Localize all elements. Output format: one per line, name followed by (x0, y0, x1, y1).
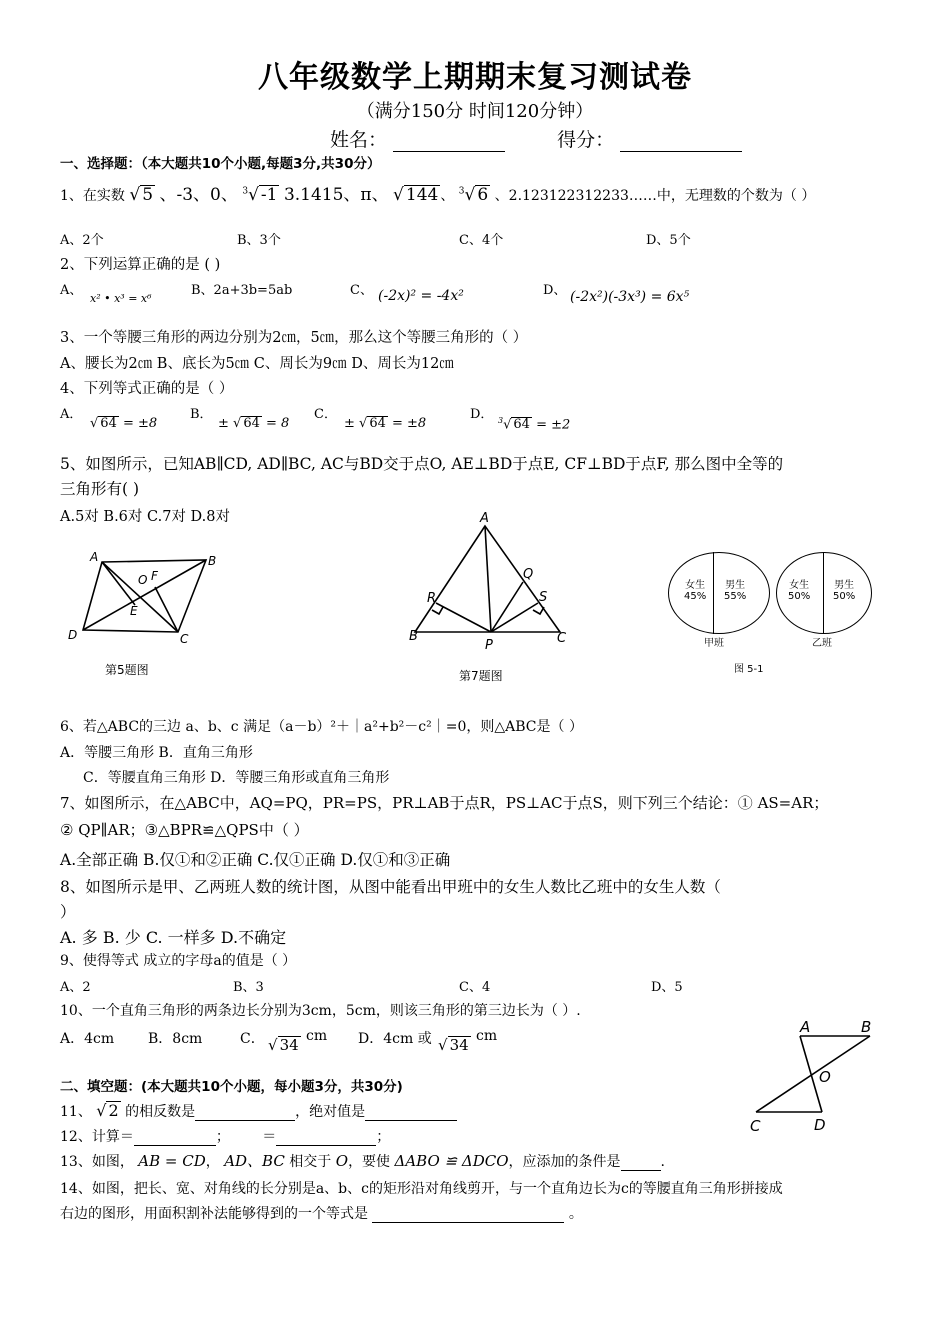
q6-stem: 6、若△ABC的三边 a、b、c 满足（a－b）²＋｜a²+b²－c²｜=0，则△ABC是（ ） (60, 719, 583, 735)
q4-stem: 4、下列等式正确的是（ ） (60, 381, 234, 397)
q1-index: 3 (242, 186, 249, 197)
q10-d-rad: 34 (449, 1036, 469, 1054)
fig7-label-b: B (409, 629, 418, 644)
q2-option-b[interactable]: B、2a+3b=5ab (191, 283, 293, 298)
q13-blank[interactable] (621, 1156, 661, 1171)
q1-option-a[interactable]: A、2个 (60, 233, 104, 248)
q12-eq2: ＝ (262, 1129, 277, 1145)
q10-option-c-label[interactable]: C． (240, 1031, 265, 1047)
fig7-segment-ps (491, 603, 538, 632)
q4-option-d-label[interactable]: D． (470, 407, 494, 422)
fig51-c2-boy-pct: 50% (833, 591, 856, 602)
q10-option-d-expr: √ 34 (438, 1036, 469, 1054)
q11-sqrt: √ 2 (96, 1101, 119, 1120)
fig51-c2-girl-label: 女生 (789, 580, 810, 591)
q5-stem-line1: 5、如图所示，已知AB∥CD, AD∥BC, AC与BD交于点O, AE⊥BD于点E, CF⊥BD于点F, 那么图中全等的 (60, 455, 784, 473)
figure-7-triangle (405, 508, 585, 658)
fig51-class2-girl (788, 580, 810, 602)
fig13-label-b: B (861, 1018, 872, 1036)
q1-tail: 、2.123122312233……中，无理数的个数为（ ） (494, 188, 816, 204)
fig7-label-r: R (427, 591, 437, 606)
fig51-c2-boy-label: 男生 (834, 580, 855, 591)
fig5-segment-cf (155, 587, 178, 632)
fig51-pie-class1-divider (713, 552, 714, 634)
fig5-segment-ae (102, 562, 135, 605)
q10-option-b[interactable]: B．8cm (148, 1031, 203, 1047)
q2-option-c-label[interactable]: C、 (350, 283, 373, 298)
q4-option-a-expr: √ 64 = ±8 (90, 416, 158, 431)
q2-option-a-expr: x² • x³ = x⁶ (90, 292, 152, 305)
fig7-segment-pr (436, 603, 491, 632)
q13-o: O (335, 1152, 349, 1170)
q13-expr1: AB = CD (138, 1152, 206, 1170)
q4-option-c-label[interactable]: C． (314, 407, 337, 422)
fig51-class1-girl (684, 580, 706, 602)
q4-option-c-expr: ± √ 64 = ±8 (344, 416, 427, 431)
q12-end: ； (376, 1129, 391, 1145)
fig7-segment-ap (485, 526, 491, 632)
q4-b-rad: 64 (243, 416, 260, 431)
q12-text: 12、计算 (60, 1129, 120, 1145)
q9-option-c[interactable]: C、4 (459, 980, 491, 995)
q4-option-d-expr: $^3$√ 64 = ±2 (498, 416, 571, 433)
q4-option-a-label[interactable]: A． (60, 407, 83, 422)
q4-b-post: = 8 (261, 416, 290, 431)
q1-index2: 3 (458, 186, 465, 197)
q10-option-c-unit: cm (306, 1028, 328, 1044)
q12-eq1: ＝ (119, 1129, 134, 1145)
figure-13-crossing-segments (744, 1014, 884, 1138)
q11-blank2[interactable] (365, 1106, 457, 1121)
fig51-c2-girl-pct: 50% (788, 591, 811, 602)
fig51-c1-boy-pct: 55% (724, 591, 747, 602)
q8-options[interactable]: A. 多 B. 少 C. 一样多 D.不确定 (60, 928, 287, 947)
q4-c-pre: ± (344, 416, 360, 431)
q9-stem: 9、使得等式 成立的字母a的值是（ ） (60, 953, 297, 969)
q4-a-post: = ±8 (118, 416, 158, 431)
q5-stem-line2: 三角形有( ) (60, 480, 140, 498)
fig5-diagonal-bd (83, 560, 206, 630)
fig51-class2-name: 乙班 (812, 638, 832, 649)
figure-5-caption: 第5题图 (105, 663, 149, 677)
fig51-class1-name: 甲班 (704, 638, 724, 649)
q1-option-d[interactable]: D、5个 (646, 233, 691, 248)
q11-text1: 的相反数是 (125, 1104, 196, 1120)
q1-cbrt6: $^3$√ 6 (458, 185, 489, 205)
q1-pi: 3.1415、π、 (283, 185, 389, 205)
q6-options-row1[interactable]: A．等腰三角形 B．直角三角形 (60, 745, 253, 761)
fig5-label-c: C (180, 632, 189, 646)
q10-option-a[interactable]: A．4cm (60, 1031, 115, 1047)
fig5-label-b: B (208, 554, 217, 568)
fig51-c1-girl-pct: 45% (684, 591, 707, 602)
q13-sep: ， (205, 1154, 220, 1170)
fig13-label-c: C (750, 1117, 761, 1135)
q10-option-d-label[interactable]: D．4cm 或 (358, 1031, 432, 1047)
q2-option-d-label[interactable]: D、 (543, 283, 567, 298)
q11-rad: 2 (108, 1101, 119, 1120)
q2-option-c-expr: (-2x)² = -4x² (378, 288, 464, 304)
q7-stem-line1: 7、如图所示，在△ABC中，AQ=PQ，PR=PS，PR⊥AB于点R，PS⊥AC于点S，则下列三个结论：① AS=AR； (60, 794, 829, 812)
q4-d-rad: 64 (513, 417, 530, 433)
q2-option-d-expr: (-2x²)(-3x³) = 6x⁵ (570, 289, 690, 305)
q12 (60, 1126, 390, 1146)
fig5-label-e: E (130, 604, 138, 618)
q10-stem: 10、一个直角三角形的两条边长分别为3cm，5cm，则该三角形的第三边长为（ ）. (60, 1003, 581, 1019)
q1-cbrt: $^3$√ -1 (242, 185, 278, 205)
q6-options-row2[interactable]: C．等腰直角三角形 D．等腰三角形或直角三角形 (83, 770, 390, 786)
q14-line1: 14、如图，把长、宽、对角线的长分别是a、b、c的矩形沿对角线剪开，与一个直角边长为c的等腰直角三角形拼接成 (60, 1181, 783, 1197)
fig51-c1-girl-label: 女生 (685, 580, 706, 591)
exam-subtitle: （满分150分 时间120分钟） (356, 101, 594, 122)
fig13-segment-bc (756, 1036, 870, 1112)
name-score-row (330, 125, 742, 152)
fig7-label-q: Q (523, 567, 534, 582)
q10-option-c-expr: √ 34 (268, 1036, 299, 1054)
q7-options[interactable]: A.全部正确 B.仅①和②正确 C.仅①正确 D.仅①和③正确 (60, 851, 451, 869)
fig5-label-o: O (138, 573, 148, 587)
name-label: 姓名： (330, 129, 388, 151)
q12-blank2[interactable] (276, 1131, 376, 1146)
fig51-class1-boy (724, 580, 746, 602)
q13-end: . (660, 1154, 665, 1170)
q1-rad3: 144 (405, 185, 439, 205)
fig51-pie-class2-divider (823, 552, 824, 634)
fig13-label-a: A (800, 1018, 811, 1036)
q8-stem-line2: ） (60, 903, 76, 921)
q1-option-b[interactable]: B、3个 (237, 233, 281, 248)
fig7-label-c: C (557, 631, 567, 646)
figure-5-parallelogram (58, 545, 228, 655)
q13-tail: ，应添加的条件是 (508, 1154, 621, 1170)
q5-options[interactable]: A.5对 B.6对 C.7对 D.8对 (60, 509, 230, 525)
q9-option-a[interactable]: A、2 (60, 980, 91, 995)
fig5-label-d: D (68, 628, 78, 642)
q1-mid: 、-3、0、 (159, 185, 238, 205)
q4-d-index: 3 (498, 416, 504, 425)
q1-stem: 1、在实数 √ 5 、-3、0、 $^3$√ -1 3.1415、π、 √ 144 、 $^3$√ 6 、2.123122312233……中，无理数的个数为（ ） (60, 185, 816, 205)
q11-blank1[interactable] (195, 1106, 295, 1121)
section1-heading: 一、选择题：（本大题共10个小题,每题3分,共30分） (60, 156, 381, 172)
q10-option-d-unit: cm (476, 1028, 498, 1044)
q13-expr2: AD、BC (224, 1152, 285, 1170)
figure-7-caption: 第7题图 (459, 669, 503, 683)
q8-stem-line1: 8、如图所示是甲、乙两班人数的统计图，从图中能看出甲班中的女生人数比乙班中的女生人数（ (60, 878, 721, 896)
name-blank[interactable] (393, 133, 505, 152)
q7-stem-line2: ② QP∥AR；③△BPR≌△QPS中（ ） (60, 821, 309, 839)
fig5-label-f: F (151, 569, 158, 583)
q1-option-c[interactable]: C、4个 (459, 233, 504, 248)
q2-stem: 2、下列运算正确的是 ( ) (60, 257, 221, 273)
q12-sep: ； (215, 1129, 230, 1145)
q1-lead: 1、在实数 (60, 188, 125, 204)
q4-d-post: = ±2 (531, 417, 571, 433)
q1-rad4: 6 (477, 185, 489, 205)
q1-sqrt5: √ 5 (129, 185, 154, 205)
score-label: 得分： (557, 129, 615, 151)
q4-b-pre: ± (218, 416, 234, 431)
fig13-label-o: O (819, 1068, 831, 1086)
q4-c-post: = ±8 (387, 416, 427, 431)
q14-end: 。 (564, 1206, 583, 1222)
fig7-right-angle-r (432, 607, 443, 614)
q13-expr3: ΔABO ≌ ΔDCO (394, 1152, 509, 1170)
q13-mid: 相交于 (284, 1154, 336, 1170)
q4-option-b-expr: ± √ 64 = 8 (218, 416, 290, 431)
q13-lead: 13、如图， (60, 1154, 134, 1170)
q10-c-rad: 34 (279, 1036, 299, 1054)
q4-a-rad: 64 (100, 416, 117, 431)
fig7-label-a: A (480, 511, 489, 526)
q14-line2 (60, 1203, 583, 1223)
q12-blank1[interactable] (134, 1131, 216, 1146)
fig51-class2-boy (833, 580, 855, 602)
q13-mid2: ，要使 (348, 1154, 395, 1170)
q2-option-a-label[interactable]: A、 (60, 283, 83, 298)
q1-sqrt144: √ 144 (393, 185, 439, 205)
fig5-label-a: A (90, 550, 99, 564)
q14-line2-text: 右边的图形，用面积割补法能够得到的一个等式是 (60, 1206, 373, 1222)
score-blank[interactable] (620, 133, 742, 152)
q1-rad2: -1 (260, 185, 278, 205)
q11 (60, 1101, 457, 1121)
q9-option-d[interactable]: D、5 (651, 980, 683, 995)
section2-heading: 二、填空题：(本大题共10个小题，每小题3分，共30分) (60, 1079, 403, 1095)
q4-option-b-label[interactable]: B． (190, 407, 213, 422)
q9-option-b[interactable]: B、3 (233, 980, 264, 995)
q3-stem: 3、一个等腰三角形的两边分别为2㎝，5㎝，那么这个等腰三角形的（ ） (60, 330, 528, 346)
fig51-c1-boy-label: 男生 (725, 580, 746, 591)
q14-blank[interactable] (372, 1208, 564, 1223)
q13 (60, 1150, 665, 1171)
q3-options[interactable]: A、腰长为2㎝ B、底长为5㎝ C、周长为9㎝ D、周长为12㎝ (60, 356, 454, 372)
q4-c-rad: 64 (369, 416, 386, 431)
fig7-label-p: P (485, 638, 493, 653)
q1-rad1: 5 (142, 185, 154, 205)
exam-title: 八年级数学上期期末复习测试卷 (258, 60, 692, 95)
fig7-segment-pq (491, 582, 523, 632)
q11-text2: ，绝对值是 (295, 1104, 366, 1120)
fig13-label-d: D (814, 1116, 826, 1134)
q11-label: 11、 (60, 1104, 92, 1120)
fig51-caption: 图 5-1 (734, 664, 764, 675)
fig7-label-s: S (539, 590, 548, 605)
